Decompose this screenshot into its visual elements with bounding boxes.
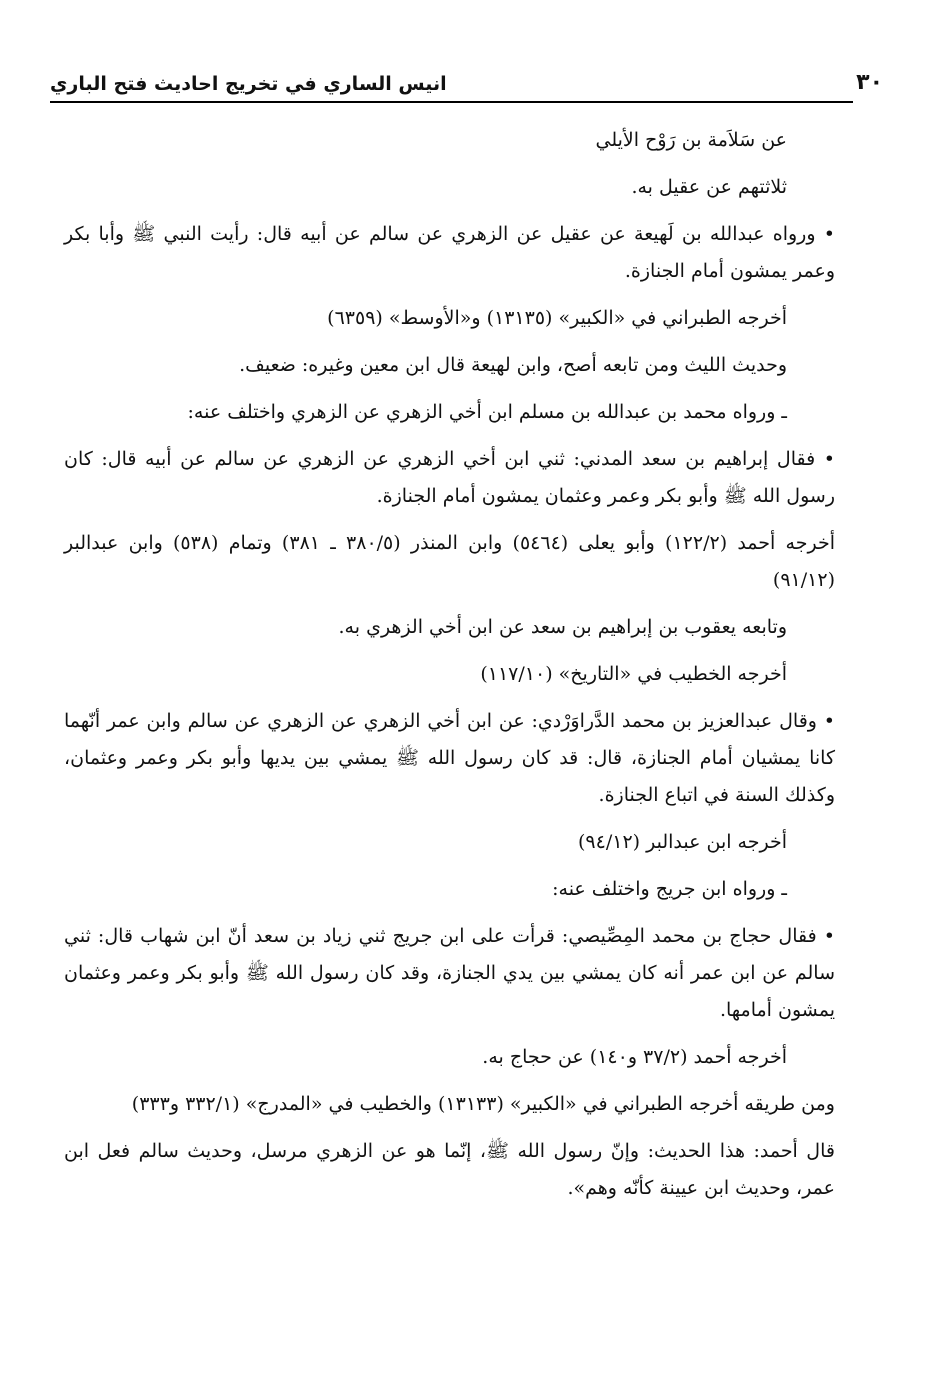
paragraph: • ورواه عبدالله بن لَهيعة عن عقيل عن الزهري عن سالم عن أبيه قال: رأيت النبي ﷺ وأبا بكر وعمر يمشون أمام الجنازة. [64,223,835,282]
page-body [64,122,835,1217]
paragraph: وحديث الليث ومن تابعه أصح، وابن لهيعة قال ابن معين وغيره: ضعيف. [239,354,787,376]
paragraph: أخرجه الطبراني في «الكبير» (١٣١٣٥) و«الأوسط» (٦٣٥٩) [327,307,787,329]
paragraph: • وقال عبدالعزيز بن محمد الدَّراوَرْدي: عن ابن أخي الزهري عن الزهري عن سالم وابن عمر أنّهما كانا يمشيان أمام الجنازة، قال: قد كان رسول الله ﷺ يمشي بين يديها وأبو بكر وعمر وعثمان، وكذلك السنة في اتباع الجنازة. [64,710,835,806]
paragraph: ـ ورواه محمد بن عبدالله بن مسلم ابن أخي الزهري عن الزهري واختلف عنه: [187,401,787,423]
paragraph: أخرجه أحمد (١٢٢/٢) وأبو يعلى (٥٤٦٤) وابن المنذر (٣٨٠/٥ ـ ٣٨١) وتمام (٥٣٨) وابن عبدالبر (٩١/١٢) [64,532,835,591]
paragraph: ـ ورواه ابن جريج واختلف عنه: [552,878,787,900]
paragraph: ومن طريقه أخرجه الطبراني في «الكبير» (١٣١٣٣) والخطيب في «المدرج» (٣٣٢/١ و٣٣٣) [131,1093,835,1115]
paragraph: ثلاثتهم عن عقيل به. [631,176,787,198]
paragraph: وتابعه يعقوب بن إبراهيم بن سعد عن ابن أخي الزهري به. [338,616,787,638]
page-header [50,55,883,103]
paragraph: • فقال حجاج بن محمد المِصِّيصي: قرأت على ابن جريج ثني زياد بن سعد أنّ ابن شهاب قال: ثني سالم عن ابن عمر أنه كان يمشي بين يدي الجنازة، وقد كان رسول الله ﷺ وأبو بكر وعمر وعثمان يمشون أمامها. [64,925,835,1021]
page-number: ٣٠ [856,70,883,95]
paragraph: أخرجه ابن عبدالبر (٩٤/١٢) [578,831,787,853]
running-title: انيس الساري في تخريج احاديث فتح الباري [50,73,447,95]
paragraph: • فقال إبراهيم بن سعد المدني: ثني ابن أخي الزهري عن الزهري عن سالم عن أبيه قال: كان رسول الله ﷺ وأبو بكر وعمر وعثمان يمشون أمام الجنازة. [64,448,835,507]
paragraph: عن سَلاَمة بن رَوْح الأيلي [595,129,787,151]
paragraph: أخرجه الخطيب في «التاريخ» (١١٧/١٠) [480,663,787,685]
paragraph: أخرجه أحمد (٣٧/٢ و١٤٠) عن حجاج به. [482,1046,787,1068]
paragraph: قال أحمد: هذا الحديث: وإنّ رسول الله ﷺ، إنّما هو عن الزهري مرسل، وحديث سالم فعل ابن عمر، وحديث ابن عيينة كأنّه وهم». [64,1140,835,1199]
